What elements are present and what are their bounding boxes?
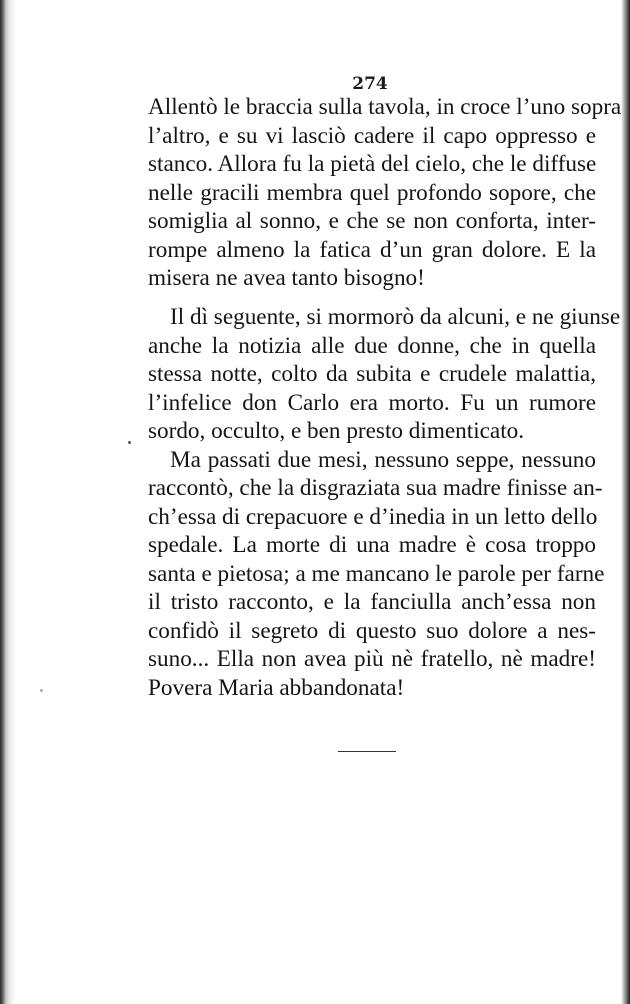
ink-speck bbox=[40, 689, 43, 692]
end-rule bbox=[338, 751, 396, 752]
text-line: l’altro, e su vi lasciò cadere il capo oppresso e bbox=[148, 122, 596, 149]
page-number: 274 bbox=[352, 74, 388, 94]
text-line: l’infelice don Carlo era morto. Fu un rumore bbox=[148, 389, 596, 416]
text-line: santa e pietosa; a me mancano le parole per farne bbox=[148, 560, 605, 587]
text-line: suno... Ella non avea più nè fratello, nè madre! bbox=[148, 646, 596, 672]
text-line: sordo, occulto, e ben presto dimenticato. bbox=[148, 418, 525, 444]
text-line: Povera Maria abbandonata! bbox=[148, 674, 405, 701]
ink-speck bbox=[128, 441, 131, 444]
page-edge-shadow bbox=[621, 0, 630, 1004]
text-line: anche la notizia alle due donne, che in quella bbox=[148, 332, 596, 359]
text-line: confidò il segreto di questo suo dolore a nes- bbox=[148, 617, 596, 644]
text-line: Allentò le braccia sulla tavola, in croce l’uno sopra bbox=[148, 94, 622, 120]
text-line: Ma passati due mesi, nessuno seppe, nessuno bbox=[170, 446, 596, 473]
text-line: raccontò, che la disgraziata sua madre finisse an- bbox=[148, 475, 603, 501]
page-binding-shadow bbox=[0, 0, 16, 1004]
text-line: nelle gracili membra quel profondo sopore, che bbox=[148, 179, 596, 206]
text-line: Il dì seguente, si mormorò da alcuni, e ne giunse bbox=[170, 304, 621, 330]
paragraph-2 bbox=[148, 303, 621, 702]
text-line: spedale. La morte di una madre è cosa troppo bbox=[148, 532, 596, 558]
text-line: stanco. Allora fu la pietà del cielo, che le diffuse bbox=[148, 151, 597, 177]
text-line: ch’essa di crepacuore e d’inedia in un letto dello bbox=[148, 503, 598, 530]
text-line: stessa notte, colto da subita e crudele malattia, bbox=[148, 361, 596, 387]
text-line: somiglia al sonno, e che se non conforta, inter- bbox=[148, 208, 596, 234]
text-line: rompe almeno la fatica d’un gran dolore. E la bbox=[148, 236, 596, 263]
text-line: il tristo racconto, e la fanciulla anch’essa non bbox=[148, 589, 596, 615]
text-line: misera ne avea tanto bisogno! bbox=[148, 265, 425, 291]
paragraph-1 bbox=[148, 93, 622, 293]
